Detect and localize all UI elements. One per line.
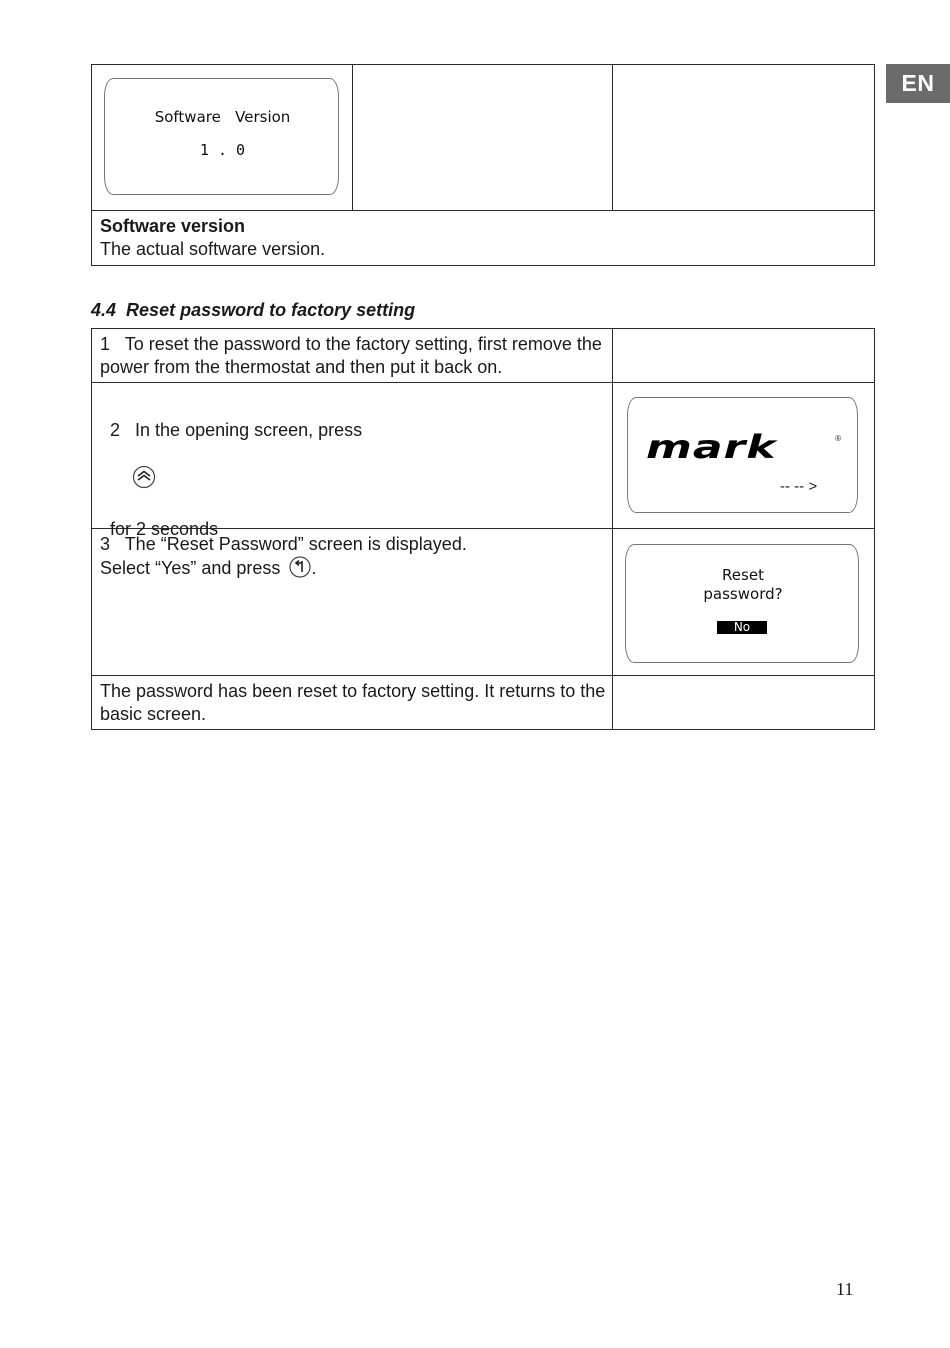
software-version-lcd — [104, 78, 339, 195]
lcd-next-arrow: -- -- > — [780, 478, 818, 495]
step-3-line-2 — [100, 556, 316, 584]
step-1-line-2: power from the thermostat and then put it back on. — [100, 357, 503, 377]
section-number: 4.4 — [91, 300, 117, 320]
result-line-1: The password has been reset to factory setting. It returns to the — [100, 681, 606, 701]
step-3-text-before: Select “Yes” and press — [100, 558, 281, 578]
registered-mark-icon: ® — [835, 434, 841, 443]
step-2-text-before: 2 In the opening screen, press — [110, 420, 363, 440]
software-version-description: The actual software version. — [100, 239, 326, 259]
opening-screen-lcd — [627, 397, 858, 513]
section-heading — [91, 300, 415, 321]
result-line-2: basic screen. — [100, 704, 207, 724]
language-tab: EN — [886, 64, 950, 103]
step-2-text — [100, 396, 362, 541]
lcd-option-no: No — [717, 621, 767, 634]
reset-password-lcd — [625, 544, 859, 663]
double-chevron-up-icon — [112, 442, 156, 518]
step-1-line-1: 1 To reset the password to the factory setting, first remove the — [100, 334, 602, 354]
lcd-software-value: 1 . 0 — [199, 141, 246, 159]
step-3-line-1: 3 The “Reset Password” screen is displayed. — [100, 534, 467, 554]
software-version-title: Software version — [100, 216, 246, 236]
step-3-text-after: . — [311, 558, 317, 578]
lcd-reset-line-2: password? — [703, 585, 783, 603]
lcd-reset-line-1: Reset — [722, 566, 764, 584]
mark-logo: mark ® — [646, 429, 841, 466]
return-arrow-icon — [289, 556, 311, 584]
page-number: 11 — [836, 1279, 854, 1299]
lcd-software-title: Software Version — [154, 108, 291, 126]
section-title: Reset password to factory setting — [126, 300, 416, 320]
step-2-text-after: for 2 seconds — [110, 519, 219, 539]
